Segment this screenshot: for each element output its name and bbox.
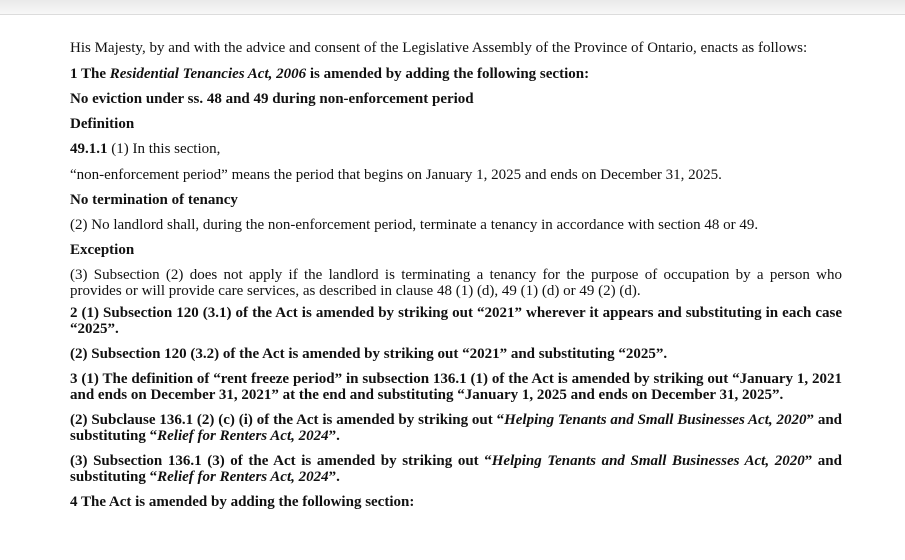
- section-3-2-prefix: (2) Subclause 136.1 (2) (c) (i) of the Act is amended by striking out “: [70, 412, 505, 428]
- old-act-name: Helping Tenants and Small Businesses Act, 2020: [491, 453, 805, 469]
- section-2-1: 2 (1) Subsection 120 (3.1) of the Act is amended by striking out “2021” wherever it appears and substituting in each case “2025”.: [70, 305, 842, 337]
- subsection-3: (3) Subsection (2) does not apply if the landlord is terminating a tenancy for the purpose of occupation by a person who provides or will provide care services, as described in clause 48 (1) (d), 49 (1) (d) or 49 (2) (d).: [70, 267, 842, 299]
- subsection-2: (2) No landlord shall, during the non-enforcement period, terminate a tenancy in accordance with section 48 or 49.: [70, 217, 759, 233]
- heading-exception: Exception: [70, 242, 135, 258]
- new-act-name: Relief for Renters Act, 2024: [157, 428, 329, 444]
- section-3-1: 3 (1) The definition of “rent freeze period” in subsection 136.1 (1) of the Act is amended by striking out “January 1, 2021 and ends on December 31, 2021” at the end and substituting “January 1, 2025 and ends on December 31, 2025”.: [70, 371, 842, 403]
- old-act-name: Helping Tenants and Small Businesses Act, 2020: [504, 412, 807, 428]
- section-3-3: [70, 453, 842, 485]
- viewer-top-bar: [0, 0, 905, 15]
- section-3-3-middle: ” and substituting “: [70, 453, 842, 485]
- section-3-2-suffix: ”.: [328, 428, 340, 444]
- heading-no-eviction: No eviction under ss. 48 and 49 during non-enforcement period: [70, 91, 474, 107]
- section-3-3-suffix: ”.: [328, 469, 340, 485]
- section-1-suffix: is amended by adding the following section:: [306, 66, 590, 82]
- section-number: 49.1.1: [70, 141, 108, 157]
- section-3-3-prefix: (3) Subsection 136.1 (3) of the Act is amended by striking out “: [70, 453, 492, 469]
- section-1-prefix: 1 The: [70, 66, 110, 82]
- enacting-clause: His Majesty, by and with the advice and consent of the Legislative Assembly of the Province of Ontario, enacts as follows:: [70, 40, 808, 56]
- document-page: [70, 40, 842, 510]
- new-act-name: Relief for Renters Act, 2024: [157, 469, 329, 485]
- section-3-2-middle: ” and substituting “: [70, 412, 843, 444]
- heading-no-termination: No termination of tenancy: [70, 192, 238, 208]
- heading-definition: Definition: [70, 116, 135, 132]
- section-4-intro: 4 The Act is amended by adding the following section:: [70, 494, 415, 510]
- section-2-2: (2) Subsection 120 (3.2) of the Act is amended by striking out “2021” and substituting “2025”.: [70, 346, 668, 362]
- subsection-49-1-1-1: [70, 141, 842, 157]
- subsection-text: (1) In this section,: [107, 141, 221, 157]
- section-1-intro: [70, 66, 842, 82]
- act-name: Residential Tenancies Act, 2006: [109, 66, 307, 82]
- section-3-2: [70, 412, 842, 444]
- definition-non-enforcement-period: “non-enforcement period” means the period that begins on January 1, 2025 and ends on December 31, 2025.: [70, 167, 722, 183]
